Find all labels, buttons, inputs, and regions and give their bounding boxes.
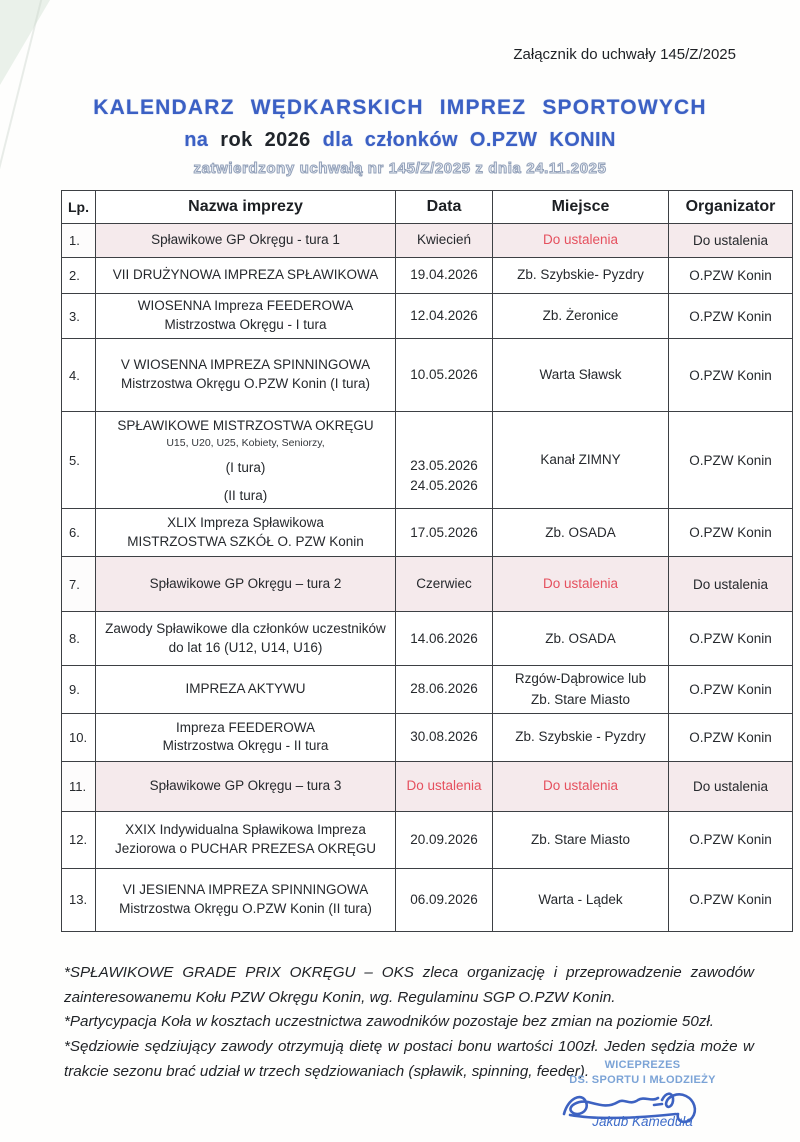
cell-date bbox=[396, 612, 493, 666]
event-name-line: XLIX Impreza Spławikowa bbox=[167, 515, 324, 531]
cell-place bbox=[493, 666, 669, 714]
cell-name bbox=[96, 412, 396, 509]
event-name-line: (II tura) bbox=[223, 487, 268, 503]
table-row bbox=[62, 412, 793, 509]
cell-date bbox=[396, 509, 493, 557]
cell-organizer: O.PZW Konin bbox=[669, 339, 793, 412]
event-name-line: Impreza FEEDEROWA bbox=[175, 719, 316, 735]
cell-organizer: Do ustalenia bbox=[669, 761, 793, 811]
cell-organizer: O.PZW Konin bbox=[669, 868, 793, 931]
cell-name bbox=[96, 258, 396, 294]
event-name-line: (I tura) bbox=[225, 460, 266, 476]
cell-name bbox=[96, 339, 396, 412]
table-row bbox=[62, 557, 793, 612]
event-name-line: Zawody Spławikowe dla członków uczestników bbox=[105, 621, 386, 637]
cell-place-line: Zb. OSADA bbox=[545, 524, 616, 540]
table-row bbox=[62, 811, 793, 868]
event-name-line: Mistrzostwa Okręgu O.PZW Konin (II tura) bbox=[119, 900, 372, 916]
event-name-line: Jeziorowa o PUCHAR PREZESA OKRĘGU bbox=[114, 840, 377, 856]
cell-date bbox=[396, 258, 493, 294]
subtitle-suffix: dla członków O.PZW KONIN bbox=[322, 129, 616, 151]
cell-date bbox=[396, 666, 493, 714]
signer-name: Jakub Kameduła bbox=[592, 1113, 693, 1129]
cell-place bbox=[493, 557, 669, 612]
cell-lp: 13. bbox=[62, 868, 96, 931]
cell-date bbox=[396, 713, 493, 761]
cell-lp: 2. bbox=[62, 258, 96, 294]
cell-name bbox=[96, 811, 396, 868]
cell-place bbox=[493, 811, 669, 868]
cell-organizer: O.PZW Konin bbox=[669, 294, 793, 339]
cell-place bbox=[493, 258, 669, 294]
cell-place bbox=[493, 339, 669, 412]
cell-lp: 8. bbox=[62, 612, 96, 666]
cell-lp: 5. bbox=[62, 412, 96, 509]
cell-organizer: O.PZW Konin bbox=[669, 612, 793, 666]
cell-date bbox=[396, 339, 493, 412]
cell-name bbox=[96, 761, 396, 811]
cell-date bbox=[396, 412, 493, 509]
table-row bbox=[62, 258, 793, 294]
cell-date-line: 30.08.2026 bbox=[410, 729, 478, 745]
cell-date-line: 10.05.2026 bbox=[410, 366, 478, 382]
event-name-line: SPŁAWIKOWE MISTRZOSTWA OKRĘGU bbox=[117, 418, 374, 433]
cell-date-line: 23.05.2026 bbox=[410, 457, 478, 473]
attachment-note: Załącznik do uchwały 145/Z/2025 bbox=[513, 46, 736, 63]
cell-name bbox=[96, 713, 396, 761]
cell-lp: 12. bbox=[62, 811, 96, 868]
column-header-organizer: Organizator bbox=[669, 191, 793, 224]
cell-organizer: O.PZW Konin bbox=[669, 666, 793, 714]
events-table bbox=[61, 190, 793, 932]
cell-name bbox=[96, 868, 396, 931]
event-name-line: U15, U20, U25, Kobiety, Seniorzy, bbox=[166, 436, 325, 449]
cell-name bbox=[96, 224, 396, 258]
event-name-line: Spławikowe GP Okręgu - tura 1 bbox=[151, 232, 340, 248]
cell-place bbox=[493, 412, 669, 509]
cell-place bbox=[493, 713, 669, 761]
table-row bbox=[62, 713, 793, 761]
cell-place bbox=[493, 868, 669, 931]
approval-note: zatwierdzony uchwałą nr 145/Z/2025 z dnia 24.11.2025 bbox=[193, 160, 607, 177]
table-row bbox=[62, 666, 793, 714]
event-name-line: VII DRUŻYNOWA IMPREZA SPŁAWIKOWA bbox=[112, 267, 379, 283]
signer-role-line2: DS. SPORTU I MŁODZIEŻY bbox=[569, 1073, 716, 1086]
event-name-line: WIOSENNA Impreza FEEDEROWA bbox=[137, 298, 354, 314]
cell-place-line: Zb. Szybskie- Pyzdry bbox=[517, 267, 644, 283]
cell-date bbox=[396, 811, 493, 868]
title-block bbox=[0, 96, 800, 177]
cell-organizer: O.PZW Konin bbox=[669, 412, 793, 509]
cell-lp: 1. bbox=[62, 224, 96, 258]
cell-lp: 7. bbox=[62, 557, 96, 612]
column-header-place: Miejsce bbox=[493, 191, 669, 224]
cell-lp: 6. bbox=[62, 509, 96, 557]
cell-place bbox=[493, 224, 669, 258]
cell-date-line: 20.09.2026 bbox=[410, 831, 478, 847]
cell-place-line: Zb. Żeronice bbox=[542, 307, 619, 323]
event-name-line: V WIOSENNA IMPREZA SPINNINGOWA bbox=[120, 357, 371, 373]
cell-name bbox=[96, 294, 396, 339]
event-name-line: Mistrzostwa Okręgu - I tura bbox=[164, 317, 327, 332]
signature-block bbox=[535, 1058, 750, 1129]
cell-place-line: Do ustalenia bbox=[542, 778, 619, 794]
cell-date bbox=[396, 224, 493, 258]
cell-name bbox=[96, 509, 396, 557]
event-name-line: MISTRZOSTWA SZKÓŁ O. PZW Konin bbox=[127, 533, 364, 549]
event-name-line: Spławikowe GP Okręgu – tura 3 bbox=[149, 778, 342, 794]
event-name-line: do lat 16 (U12, U14, U16) bbox=[168, 639, 323, 655]
cell-organizer: O.PZW Konin bbox=[669, 713, 793, 761]
event-name-line: VI JESIENNA IMPREZA SPINNINGOWA bbox=[122, 882, 369, 898]
cell-place-line: Do ustalenia bbox=[542, 576, 619, 592]
table-header-row bbox=[62, 191, 793, 224]
cell-place-line: Zb. Stare Miasto bbox=[530, 831, 631, 847]
event-name-line: Spławikowe GP Okręgu – tura 2 bbox=[149, 576, 342, 592]
table-row bbox=[62, 761, 793, 811]
event-name-line: XXIX Indywidualna Spławikowa Impreza bbox=[125, 822, 366, 838]
cell-place-line: Zb. Stare Miasto bbox=[530, 691, 631, 707]
cell-place bbox=[493, 294, 669, 339]
page-title: KALENDARZ WĘDKARSKICH IMPREZ SPORTOWYCH bbox=[93, 96, 707, 119]
event-name-line: IMPREZA AKTYWU bbox=[185, 681, 306, 697]
cell-organizer: Do ustalenia bbox=[669, 224, 793, 258]
table-row bbox=[62, 224, 793, 258]
cell-date-line: 28.06.2026 bbox=[410, 681, 478, 697]
table-row bbox=[62, 612, 793, 666]
cell-date bbox=[396, 294, 493, 339]
cell-date-line: 06.09.2026 bbox=[410, 891, 478, 907]
cell-organizer: O.PZW Konin bbox=[669, 811, 793, 868]
cell-name bbox=[96, 557, 396, 612]
scan-corner-artifact bbox=[0, 0, 50, 85]
cell-place bbox=[493, 612, 669, 666]
cell-date bbox=[396, 761, 493, 811]
cell-date-line: Kwiecień bbox=[416, 232, 472, 248]
cell-lp: 3. bbox=[62, 294, 96, 339]
cell-place-line: Warta - Lądek bbox=[538, 891, 623, 907]
column-header-date: Data bbox=[396, 191, 493, 224]
footnote: *Sędziowie sędziujący zawody otrzymują dietę w postaci bonu wartości 100zł. Jeden sędzia może w trakcie sezonu brać udział w trzech sędziowaniach (spławik, spinning, feeder). bbox=[64, 1037, 754, 1080]
cell-date-line: 24.05.2026 bbox=[410, 478, 478, 494]
cell-place-line: Zb. Szybskie - Pyzdry bbox=[515, 729, 646, 745]
cell-place-line: Kanał ZIMNY bbox=[540, 452, 621, 468]
footnote: *Partycypacja Koła w kosztach uczestnictwa zawodników pozostaje bez zmian na poziomie 50zł. bbox=[64, 1013, 715, 1031]
event-name-line: Mistrzostwa Okręgu O.PZW Konin (I tura) bbox=[120, 376, 371, 391]
cell-organizer: O.PZW Konin bbox=[669, 258, 793, 294]
cell-place-line: Rzgów-Dąbrowice lub bbox=[514, 671, 647, 687]
page-subtitle bbox=[0, 129, 800, 152]
signer-role-line1: WICEPREZES bbox=[604, 1059, 681, 1071]
cell-date-line: Czerwiec bbox=[416, 576, 472, 592]
cell-lp: 10. bbox=[62, 713, 96, 761]
table-row bbox=[62, 868, 793, 931]
cell-lp: 9. bbox=[62, 666, 96, 714]
cell-place-line: Zb. OSADA bbox=[545, 630, 616, 646]
cell-date-line: 19.04.2026 bbox=[410, 267, 478, 283]
cell-date-line: Do ustalenia bbox=[406, 778, 482, 794]
cell-date-line: 12.04.2026 bbox=[410, 307, 478, 323]
cell-organizer: Do ustalenia bbox=[669, 557, 793, 612]
cell-date bbox=[396, 557, 493, 612]
cell-name bbox=[96, 612, 396, 666]
event-name-line: Mistrzostwa Okręgu - II tura bbox=[162, 738, 329, 754]
subtitle-year: rok 2026 bbox=[220, 129, 311, 151]
table-row bbox=[62, 339, 793, 412]
cell-place-line: Do ustalenia bbox=[542, 232, 619, 248]
cell-place-line: Warta Sławsk bbox=[539, 366, 622, 382]
cell-date-line: 17.05.2026 bbox=[410, 524, 478, 540]
cell-date bbox=[396, 868, 493, 931]
column-header-name: Nazwa imprezy bbox=[96, 191, 396, 224]
footnote: *SPŁAWIKOWE GRADE PRIX OKRĘGU – OKS zleca organizację i przeprowadzenie zawodów zainteresowanemu Kołu PZW Okręgu Konin, wg. Regulaminu SGP O.PZW Konin. bbox=[64, 964, 754, 1006]
table-row bbox=[62, 294, 793, 339]
cell-name bbox=[96, 666, 396, 714]
column-header-lp: Lp. bbox=[62, 191, 96, 224]
cell-place bbox=[493, 761, 669, 811]
subtitle-prefix: na bbox=[184, 129, 209, 151]
table-row bbox=[62, 509, 793, 557]
cell-date-line: 14.06.2026 bbox=[410, 630, 478, 646]
cell-lp: 11. bbox=[62, 761, 96, 811]
cell-organizer: O.PZW Konin bbox=[669, 509, 793, 557]
cell-lp: 4. bbox=[62, 339, 96, 412]
cell-place bbox=[493, 509, 669, 557]
